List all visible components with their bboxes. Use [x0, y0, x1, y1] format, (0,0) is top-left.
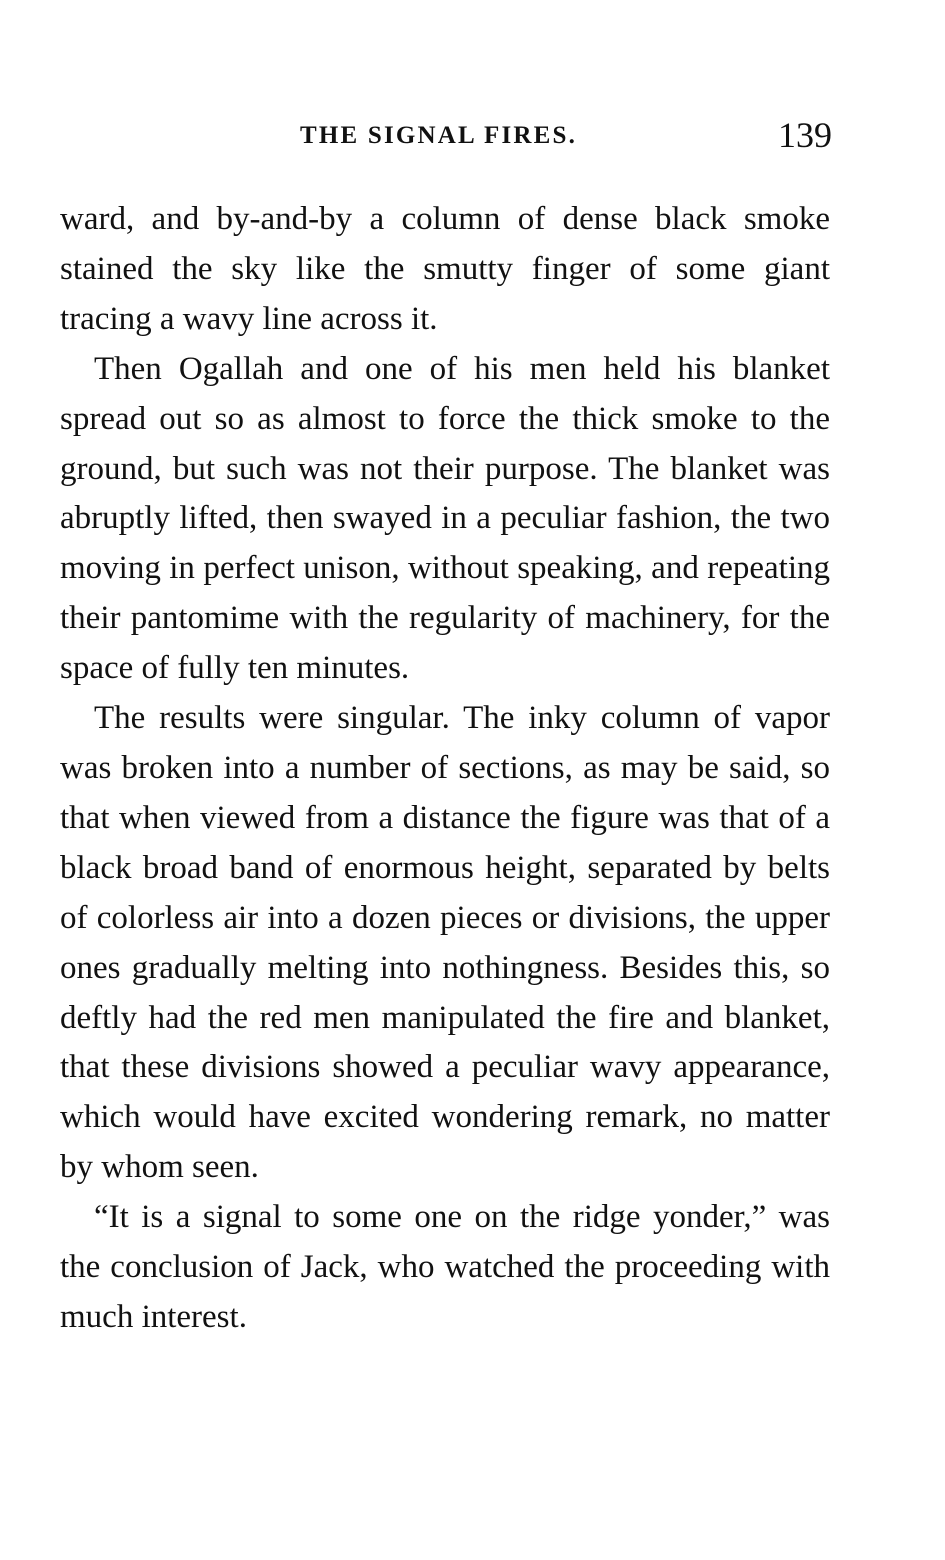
body-text — [60, 195, 830, 1343]
running-head — [62, 115, 832, 158]
paragraph-2: Then Ogallah and one of his men held his blanket spread out so as almost to force the thick smoke to the ground, but such was not their purpose. The blanket was abruptly lifted, then swayed in a peculiar fashion, the two moving in perfect unison, without speaking, and repeating their pantomime with the regularity of machinery, for the space of fully ten minutes. — [60, 350, 830, 687]
paragraph-3: The results were singular. The inky column of vapor was broken into a number of sections, as may be said, so that when viewed from a distance the figure was that of a black broad band of enormous height, separated by belts of colorless air into a dozen pieces or divisions, the upper ones gradually melting into nothingness. Besides this, so deftly had the red men manipulated the fire and blanket, that these divisions showed a peculiar wavy appearance, which would have excited wondering remark, no matter by whom seen. — [60, 700, 830, 1186]
paragraph-1: ward, and by-and-by a column of dense black smoke stained the sky like the smutty finger of some giant tracing a wavy line across it. — [60, 201, 830, 337]
running-title: THE SIGNAL FIRES. — [300, 122, 578, 149]
paragraph-4: “It is a signal to some one on the ridge yonder,” was the conclusion of Jack, who watched the proceeding with much interest. — [60, 1199, 830, 1335]
page-number: 139 — [778, 115, 832, 155]
